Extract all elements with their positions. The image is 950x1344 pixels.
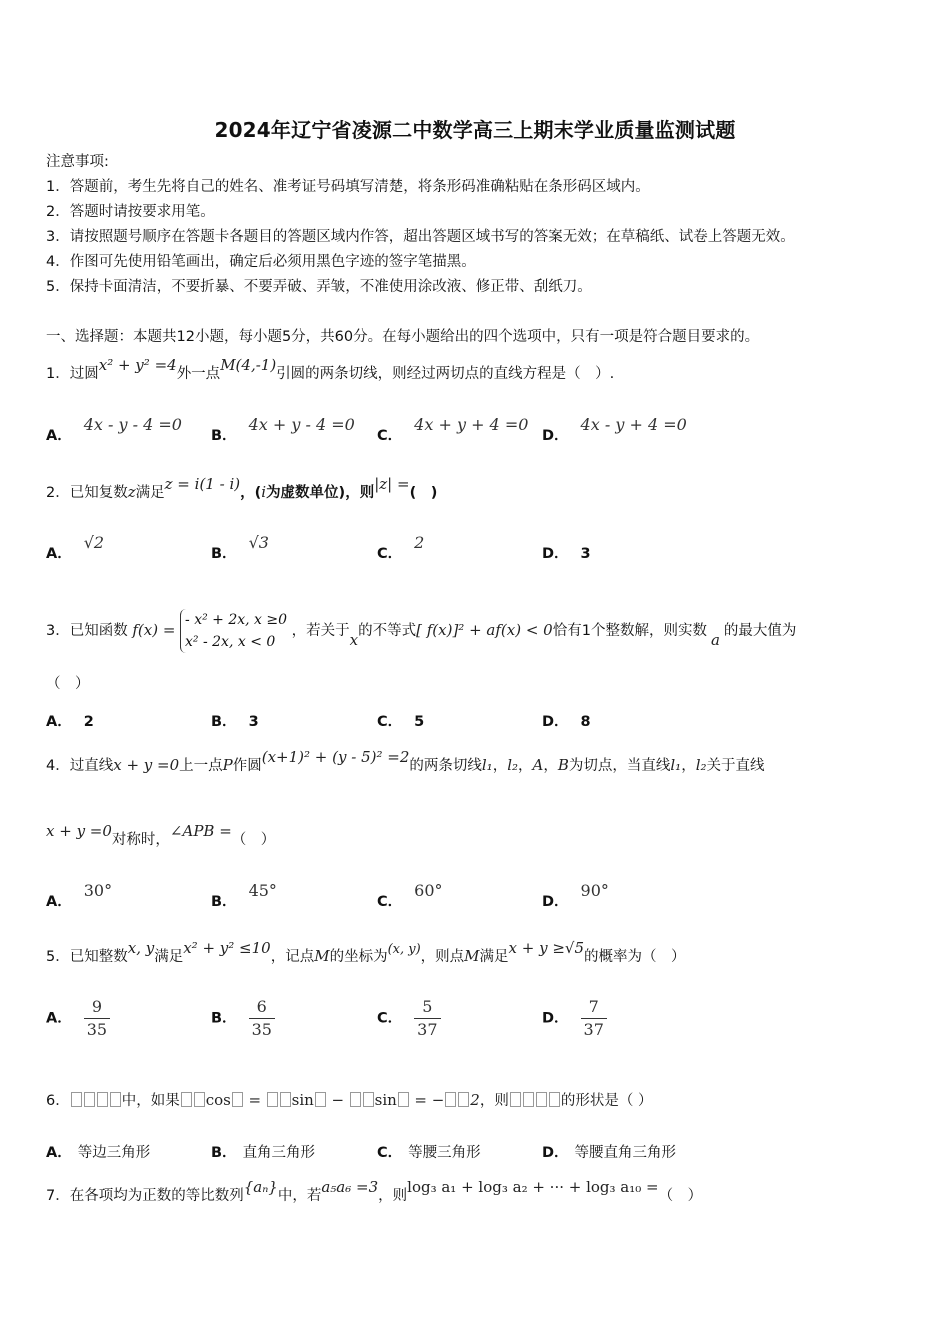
q3-paren: （ ）	[46, 676, 90, 692]
notice-heading: 注意事项:	[46, 154, 109, 170]
q5-option-b[interactable]: B． $\frac{6}{35}$	[211, 996, 275, 1041]
fraction: $\frac{7}{37}$	[581, 996, 607, 1041]
question-4: 4．过直线x + y =0上一点P作圆(x+1)² + (y - 5)² =2的两条切线l₁，l₂，A，B为切点，当直线l₁，l₂关于直线	[46, 748, 765, 774]
q4-option-c[interactable]: C．60°	[377, 881, 443, 910]
notice-item: 4．作图可先使用铅笔画出，确定后必须用黑色字迹的签字笔描黑。	[46, 254, 476, 270]
fraction: $\frac{6}{35}$	[249, 996, 275, 1041]
question-1: 1．过圆x² + y² =4外一点M(4,-1)引圆的两条切线，则经过两切点的直线方程是（ ）.	[46, 356, 615, 382]
piecewise-function: - x² + 2x, x ≥0 x² - 2x, x < 0	[180, 609, 287, 653]
q1-option-d[interactable]: D．4x - y + 4 =0	[542, 415, 687, 444]
q3-option-d[interactable]: D． 8	[542, 714, 591, 730]
fraction: $\frac{5}{37}$	[414, 996, 440, 1041]
q6-option-a[interactable]: A． 等边三角形	[46, 1145, 151, 1161]
q6-option-c[interactable]: C． 等腰三角形	[377, 1145, 481, 1161]
q4-option-a[interactable]: A．30°	[46, 881, 113, 910]
question-3: 3．已知函数 f(x) = - x² + 2x, x ≥0 x² - 2x, x < 0 ，若关于x的不等式[ f(x)]² + af(x) < 0恰有1个整数解，则实数 a 的最大值为	[46, 606, 796, 655]
q6-option-b[interactable]: B． 直角三角形	[211, 1145, 316, 1161]
fraction: $\frac{9}{35}$	[84, 996, 110, 1041]
question-7: 7．在各项均为正数的等比数列{aₙ}中，若a₅a₆ =3，则log₃ a₁ + log₃ a₂ + ··· + log₃ a₁₀ =（ ）	[46, 1178, 703, 1204]
q1-option-b[interactable]: B．4x + y - 4 =0	[211, 415, 355, 444]
q2-option-c[interactable]: C．2	[377, 533, 425, 562]
q5-option-c[interactable]: C． $\frac{5}{37}$	[377, 996, 441, 1041]
question-5: 5．已知整数x, y满足x² + y² ≤10，记点M的坐标为(x, y)，则点M满足x + y ≥√5的概率为（ ）	[46, 939, 686, 965]
section-heading: 一、选择题：本题共12小题，每小题5分，共60分。在每小题给出的四个选项中，只有一项是符合题目要求的。	[46, 329, 760, 345]
notice-item: 3．请按照题号顺序在答题卡各题目的答题区域内作答，超出答题区域书写的答案无效；在草稿纸、试卷上答题无效。	[46, 229, 795, 245]
q1-option-a[interactable]: A．4x - y - 4 =0	[46, 415, 182, 444]
notice-item: 1．答题前，考生先将自己的姓名、准考证号码填写清楚，将条形码准确粘贴在条形码区域内。	[46, 179, 650, 195]
q1-option-c[interactable]: C．4x + y + 4 =0	[377, 415, 529, 444]
q3-option-a[interactable]: A． 2	[46, 714, 94, 730]
q5-option-d[interactable]: D． $\frac{7}{37}$	[542, 996, 607, 1041]
q2-option-a[interactable]: A．√2	[46, 533, 105, 562]
q2-option-b[interactable]: B．√3	[211, 533, 269, 562]
q2-option-d[interactable]: D． 3	[542, 546, 591, 562]
notice-item: 5．保持卡面清洁，不要折暴、不要弄破、弄皱，不准使用涂改液、修正带、刮纸刀。	[46, 279, 592, 295]
notice-item: 2．答题时请按要求用笔。	[46, 204, 215, 220]
q4-option-d[interactable]: D．90°	[542, 881, 609, 910]
q3-option-b[interactable]: B． 3	[211, 714, 259, 730]
q4-option-b[interactable]: B．45°	[211, 881, 277, 910]
exam-title: 2024年辽宁省凌源二中数学高三上期末学业质量监测试题	[214, 118, 736, 142]
q6-option-d[interactable]: D． 等腰直角三角形	[542, 1145, 677, 1161]
q3-option-c[interactable]: C． 5	[377, 714, 425, 730]
q5-option-a[interactable]: A． $\frac{9}{35}$	[46, 996, 110, 1041]
question-6: 6． 中，如果 cos = sin − sin = − 2，则 的形状是（ ）	[46, 1091, 653, 1109]
question-4-cont: x + y =0对称时，∠APB =（ ）	[46, 822, 276, 848]
question-2: 2．已知复数z满足z = i(1 - i)，(i为虚数单位)，则|z| =( )	[46, 475, 438, 501]
